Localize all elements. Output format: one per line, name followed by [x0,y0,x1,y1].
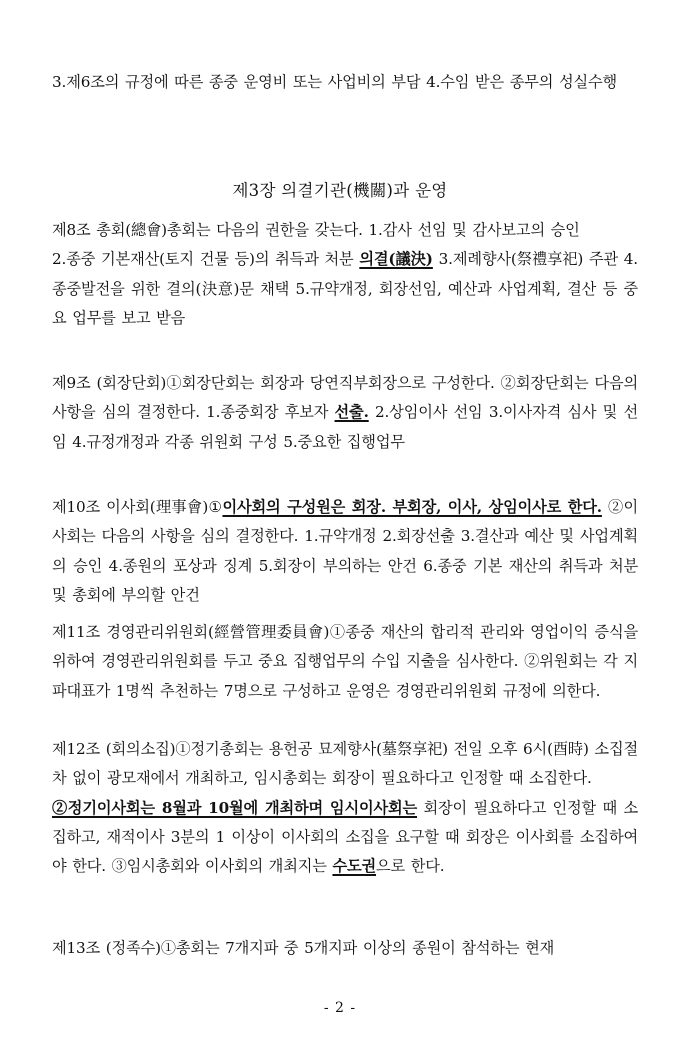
article-8-text-2: 2.종중 기본재산(토지 건물 등)의 취득과 처분 [52,250,360,269]
article-9-underlined: 선출. [334,403,369,422]
article-12-text-2: 회장이 필요하다고 인정할 때 소집하고, 재적이사 3분의 1 이상이 이사회의 소집을 요구할 때 회장은 이사회를 소집하여야 한다. ③임시총회와 이사회의 개최지는 [52,798,638,876]
article-10-text: 제10조 이사회(理事會)① [52,498,223,516]
article-10-text-2: ②이사회는 다음의 사항을 심의 결정한다. 1.규약개정 2.회장선출 3.결산과 예산 및 사업계획의 승인 4.종원의 포상과 징계 5.회장이 부의하는 안건 6.종중 기본 재산의 취득과 처분 및 총회에 부의할 안건 [52,498,639,604]
article-9-text: 제9조 (회장단회)①회장단회는 회장과 당연직부회장으로 구성한다. ②회장단회는 다음의 사항을 심의 결정한다. 1.종중회장 후보자 [52,374,638,422]
chapter-heading: 제3장 의결기관(機關)과 운영 [232,181,448,200]
intro-paragraph [52,68,638,97]
article-8-text: 제8조 총회(總會)총회는 다음의 권한을 갖는다. 1.감사 선임 및 감사보고의 승인 [52,221,580,239]
article-8-text-3: 3.제례향사(祭禮享祀) 주관 4.종중발전을 위한 결의(決意)문 채택 5.규약개정, 회장선임, 예산과 사업계획, 결산 등 중요 업무를 보고 받음 [52,250,638,327]
article-8 [52,216,638,333]
article-13-text: 제13조 (정족수)①총회는 7개지파 중 5개지파 이상의 종원이 참석하는 현재 [52,939,555,957]
article-9-text-2: 2.상임이사 선임 3.이사자격 심사 및 선임 4.규정개정과 각종 위원회 구성 5.중요한 집행업무 [52,403,638,451]
article-12-underlined: ②정기이사회는 8월과 10월에 개최하며 임시이사회는 [52,798,418,817]
article-12-text-3: 으로 한다. [376,857,445,876]
article-13 [52,934,638,963]
article-11-text: 제11조 경영관리위원회(經營管理委員會)①종중 재산의 합리적 관리와 영업이익 증식을 위하여 경영관리위원회를 두고 중요 집행업무의 수입 지출을 심사한다. ②위원회는 각 지파대표가 1명씩 추천하는 7명으로 구성하고 운영은 경영관리위원회 규정에 의한다. [52,623,638,700]
article-12-text: 제12조 (회의소집)①정기총회는 용헌공 묘제향사(墓祭享祀) 전일 오후 6시(酉時) 소집절차 없이 광모재에서 개최하고, 임시총회는 회장이 필요하다고 인정할 때 소집한다. [52,740,638,788]
article-12-underlined-2: 수도권 [332,857,377,876]
article-10 [52,493,638,610]
article-8-underlined: 의결(議決) [359,250,433,269]
intro-text: 3.제6조의 규정에 따른 종중 운영비 또는 사업비의 부담 4.수임 받은 종무의 성실수행 [52,73,618,91]
article-10-underlined: 이사회의 구성원은 회장. 부회장, 이사, 상임이사로 한다. [222,498,602,516]
page-number: - 2 - [323,1000,357,1016]
article-9 [52,369,638,457]
article-11 [52,618,638,706]
article-12 [52,735,638,881]
